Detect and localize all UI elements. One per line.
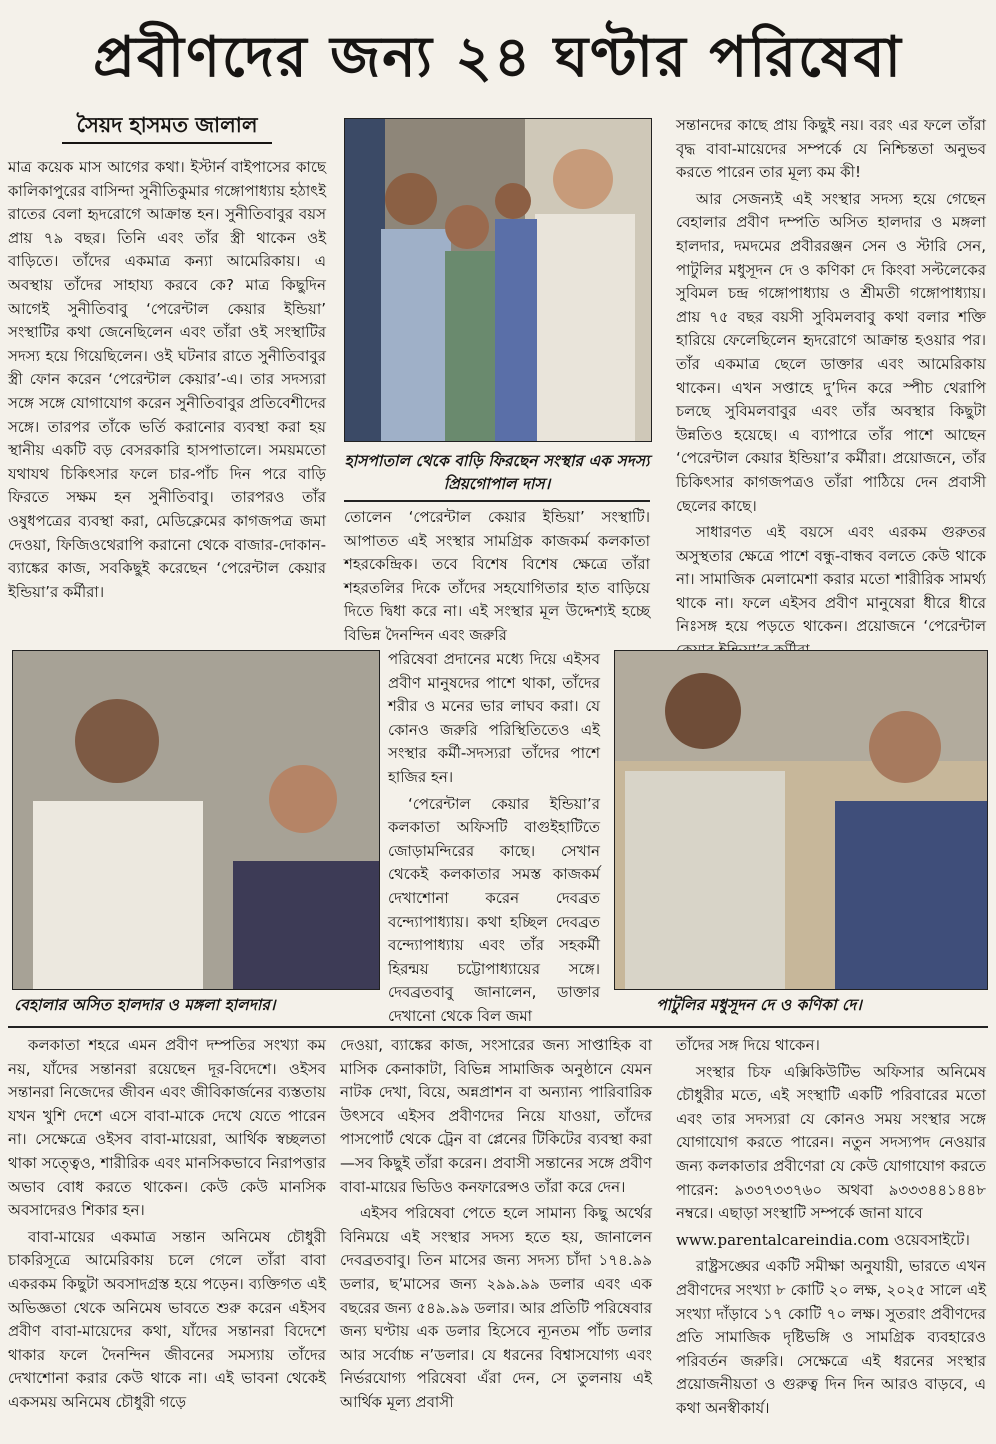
- column-3-bottom: [676, 1034, 986, 1434]
- column-2-top: [344, 506, 650, 644]
- paragraph: ‘পেরেন্টাল কেয়ার ইন্ডিয়া’র কলকাতা অফিসটি বাগুইহাটিতে জোড়ামন্দিরের কাছে। সেখান থেকেই কলকাতার সমস্ত কাজকর্ম দেখাশোনা করেন দেবব্রত বন্দ্যোপাধ্যায়। কথা হচ্ছিল দেবব্রত বন্দ্যোপাধ্যায় এবং তাঁর সহকর্মী হিরন্ময় চট্টোপাধ্যায়ের সঙ্গে। দেবব্রতবাবু জানালেন, ডাক্তার দেখানো থেকে বিল জমা: [388, 794, 600, 1025]
- divider: [8, 1026, 988, 1028]
- byline: সৈয়দ হাসমত জালাল: [62, 108, 272, 144]
- website-suffix: ওয়েবসাইটে।: [889, 1230, 970, 1249]
- paragraph: তাঁদের সঙ্গ দিয়ে থাকেন।: [676, 1036, 820, 1054]
- paragraph: পরিষেবা প্রদানের মধ্যে দিয়ে এইসব প্রবীণ মানুষদের পাশে থাকা, তাঁদের শরীর ও মনের ভার লাঘব করা। যে কোনও জরুরি পরিস্থিতিতেও এই সংস্থার কর্মী-সদস্যরা তাঁদের পাশে হাজির হন।: [388, 650, 600, 786]
- paragraph: তোলেন ‘পেরেন্টাল কেয়ার ইন্ডিয়া’ সংস্থাটি। আপাতত এই সংস্থার সামগ্রিক কাজকর্ম কলকাতা শহরকেন্দ্রিক। তবে বিশেষ বিশেষ ক্ষেত্রে তাঁরা শহরতলির দিকে তাঁদের সহযোগিতার হাত বাড়িয়ে দিতে দ্বিধা করে না। এই সংস্থার মূল উদ্দেশ্যই হচ্ছে বিভিন্ন দৈনন্দিন এবং জরুরি: [344, 508, 650, 644]
- photo-patuli-couple: [614, 650, 988, 990]
- photo-patient-returning-home: [344, 118, 652, 442]
- paragraph: সন্তানদের কাছে প্রায় কিছুই নয়। বরং এর ফলে তাঁরা বৃদ্ধ বাবা-মায়েদের সম্পর্কে যে নিশ্চিন্ততা অনুভব করতে পারেন তার মূল্য কম কী!: [676, 116, 986, 182]
- column-2-bottom: [340, 1034, 652, 1434]
- paragraph: মাত্র কয়েক মাস আগের কথা। ইস্টার্ন বাইপাসের কাছে কালিকাপুরের বাসিন্দা সুনীতিকুমার গঙ্গোপাধ্যায় হঠাৎই রাতের বেলা হৃদরোগে আক্রান্ত হন। সুনীতিবাবুর বয়স প্রায় ৭৯ বছর। তিনি এবং তাঁর স্ত্রী থাকেন ওই বাড়িতে। তাঁদের একমাত্র কন্যা আমেরিকায়। এ অবস্থায় তাঁদের সাহায্য করবে কে? মাত্র কিছুদিন আগেই সুনীতিবাবু ‘পেরেন্টাল কেয়ার ইন্ডিয়া’ সংস্থাটির কথা জেনেছিলেন এবং তাঁরা ওই সংস্থাটির সদস্য হয়ে গিয়েছিলেন। ওই ঘটনার রাতে সুনীতিবাবুর স্ত্রী ফোন করেন ‘পেরেন্টাল কেয়ার’-এ। তার সদস্যরা সঙ্গে সঙ্গে যোগাযোগ করেন সুনীতিবাবুর প্রতিবেশীদের সঙ্গে। তারপর তাঁকে ভর্তি করানোর ব্যবস্থা করা হয় স্থানীয় একটি বড় বেসরকারি হাসপাতালে। সময়মতো যথাযথ চিকিৎসার ফলে চার-পাঁচ দিন পরে বাড়ি ফিরতে সক্ষম হন সুনীতিবাবু। তারপরও তাঁর ওষুধপত্রের ব্যবস্থা করা, মেডিক্লেমের কাগজপত্র জমা দেওয়া, ফিজিওথেরাপি করানো থেকে বাজার-দোকান-ব্যাঙ্কের কাজ, সবকিছুই করেছেন ‘পেরেন্টাল কেয়ার ইন্ডিয়া’র কর্মীরা।: [8, 158, 326, 601]
- paragraph: কলকাতা শহরে এমন প্রবীণ দম্পতির সংখ্যা কম নয়, যাঁদের সন্তানরা রয়েছেন দূর-বিদেশে। ওইসব সন্তানরা নিজেদের জীবন এবং জীবিকার্জনের ব্যস্ততায় যখন খুশি দেশে এসে বাবা-মাকে দেখে যেতে পারেন না। সেক্ষেত্রে ওইসব বাবা-মায়েরা, আর্থিক স্বচ্ছলতা থাকা সত্ত্বেও, শারীরিক এবং মানসিকভাবে নিরাপত্তার অভাব বোধ করতে থাকেন। কেউ কেউ মানসিক অবসাদেরও শিকার হন।: [8, 1036, 326, 1220]
- column-2-middle: [388, 648, 600, 1030]
- website-url[interactable]: www.parentalcareindia.com: [676, 1230, 890, 1249]
- column-3-top: [676, 114, 986, 644]
- column-1-top: [8, 156, 326, 646]
- paragraph: বাবা-মায়ের একমাত্র সন্তান অনিমেষ চৌধুরী চাকরিসূত্রে আমেরিকায় চলে গেলে তাঁরা বাবা একরকম কিছুটা অবসাদগ্রস্ত হয়ে পড়েন। ব্যক্তিগত এই অভিজ্ঞতা থেকে অনিমেষ ভাবতে শুরু করেন এইসব প্রবীণ বাবা-মায়েদের কথা, যাঁদের সন্তানরা বিদেশে থাকার ফলে দৈনন্দিন জীবনের সমস্যায় তাঁদের দেখাশোনা করার কেউ থাকে না। এই ভাবনা থেকেই একসময় অনিমেষ চৌধুরী গড়ে: [8, 1227, 326, 1411]
- paragraph: সাধারণত এই বয়সে এবং এরকম গুরুতর অসুস্থতার ক্ষেত্রে পাশে বন্ধু-বান্ধব বলতে কেউ থাকে না। সামাজিক মেলামেশা করার মতো শারীরিক সামর্থ্য থাকে না। ফলে এইসব প্রবীণ মানুষেরা ধীরে ধীরে নিঃসঙ্গ হয়ে পড়তে থাকেন। প্রয়োজনে ‘পেরেন্টাল: [676, 523, 986, 636]
- caption-right-photo: পাটুলির মধুসূদন দে ও কণিকা দে।: [656, 996, 862, 1014]
- paragraph: দেওয়া, ব্যাঙ্কের কাজ, সংসারের জন্য সাপ্তাহিক বা মাসিক কেনাকাটা, বিভিন্ন সামাজিক অনুষ্ঠানে যেমন নাটক দেখা, বিয়ে, অন্নপ্রাশন বা অন্যান্য পারিবারিক উৎসবে এইসব প্রবীণদের নিয়ে যাওয়া, তাঁদের পাসপোর্ট থেকে ট্রেন বা প্লেনের টিকিটের ব্যবস্থা করা—সব কিছুই তাঁরা করেন। প্রবাসী সন্তানের সঙ্গে প্রবীণ বাবা-মায়ের ভিডিও কনফারেন্সও তাঁরা করে দেন।: [340, 1036, 652, 1196]
- divider: [344, 500, 650, 502]
- headline: প্রবীণদের জন্য ২৪ ঘণ্টার পরিষেবা: [93, 25, 903, 90]
- caption-top-photo: হাসপাতাল থেকে বাড়ি ফিরছেন সংস্থার এক সদস্য প্রিয়গোপাল দাস।: [344, 452, 650, 493]
- column-1-bottom: [8, 1034, 326, 1434]
- website-line: [676, 1229, 986, 1253]
- paragraph: সংস্থার চিফ এক্সিকিউটিভ অফিসার অনিমেষ চৌধুরীর মতে, এই সংস্থাটি একটি পরিবারের মতো এবং তার সদস্যরা যে কোনও সময় সংস্থার সঙ্গে যোগাযোগ করতে পারেন। নতুন সদস্যপদ নেওয়ার জন্য কলকাতার প্রবীণেরা যে কেউ যোগাযোগ করতে পারেন: ৯৩৩৭৩৩৭৬০ অথবা ৯৩৩৩৪৪১৪৪৮ নম্বরে। এছাড়া সংস্থাটি সম্পর্কে জানা যাবে: [676, 1062, 986, 1223]
- caption-left-photo: বেহালার অসিত হালদার ও মঙ্গলা হালদার।: [14, 996, 276, 1014]
- paragraph: রাষ্ট্রসঙ্ঘের একটি সমীক্ষা অনুযায়ী, ভারতে এখন প্রবীণদের সংখ্যা ৮ কোটি ২০ লক্ষ, ২০২৫ সালে এই সংখ্যা দাঁড়াবে ১৭ কোটি ৭০ লক্ষ। সুতরাং প্রবীণদের প্রতি সামাজিক দৃষ্টিভঙ্গি ও সামগ্রিক ব্যবহারেও পরিবর্তন জরুরি। সেক্ষেত্রে এই ধরনের সংস্থার প্রয়োজনীয়তা ও গুরুত্ব দিন দিন আরও বাড়বে, এ কথা অনস্বীকার্য।: [676, 1257, 986, 1417]
- paragraph: এইসব পরিষেবা পেতে হলে সামান্য কিছু অর্থের বিনিময়ে এই সংস্থার সদস্য হতে হয়, জানালেন দেবব্রতবাবু। তিন মাসের জন্য সদস্য চাঁদা ১৭৪.৯৯ ডলার, ছ’মাসের জন্য ২৯৯.৯৯ ডলার এবং এক বছরের জন্য ৫৪৯.৯৯ ডলার। আর প্রতিটি পরিষেবার জন্য ঘণ্টায় এক ডলার হিসেবে ন্যূনতম পাঁচ ডলার আর সর্বোচ্চ ন’ডলার। যে ধরনের বিশ্বাসযোগ্য এবং নির্ভরযোগ্য পরিষেবা এঁরা দেন, সে তুলনায় এই আর্থিক মূল্য প্রবাসী: [340, 1204, 652, 1411]
- paragraph: আর সেজন্যই এই সংস্থার সদস্য হয়ে গেছেন বেহালার প্রবীণ দম্পতি অসিত হালদার ও মঙ্গলা হালদার, দমদমের প্রবীররঞ্জন সেন ও স্টারি সেন, পাটুলির মধুসূদন দে ও কণিকা দে কিংবা সল্টলেকের সুবিমল চন্দ্র গঙ্গোপাধ্যায় ও শ্রীমতী গঙ্গোপাধ্যায়। প্রায় ৭৫ বছর বয়সী সুবিমলবাবু কথা বলার শক্তি হারিয়ে ফেলেছিলেন হৃদরোগে আক্রান্ত হওয়ার পর। তাঁর একমাত্র ছেলে ডাক্তার এবং আমেরিকায় থাকেন। এখন সপ্তাহে দু’দিন করে স্পীচ থেরাপি চলছে সুবিমলবাবুর এবং তাঁর অবস্থার কিছুটা উন্নতিও হয়েছে। এ ব্যাপারে তাঁর পাশে আছেন ‘পেরেন্টাল কেয়ার ইন্ডিয়া’র কর্মীরা। প্রয়োজনে, তাঁর চিকিৎসার কাগজপত্রও তাঁরা পাঠিয়ে দেন প্রবাসী ছেলের কাছে।: [676, 189, 986, 515]
- photo-behala-couple: [12, 650, 380, 990]
